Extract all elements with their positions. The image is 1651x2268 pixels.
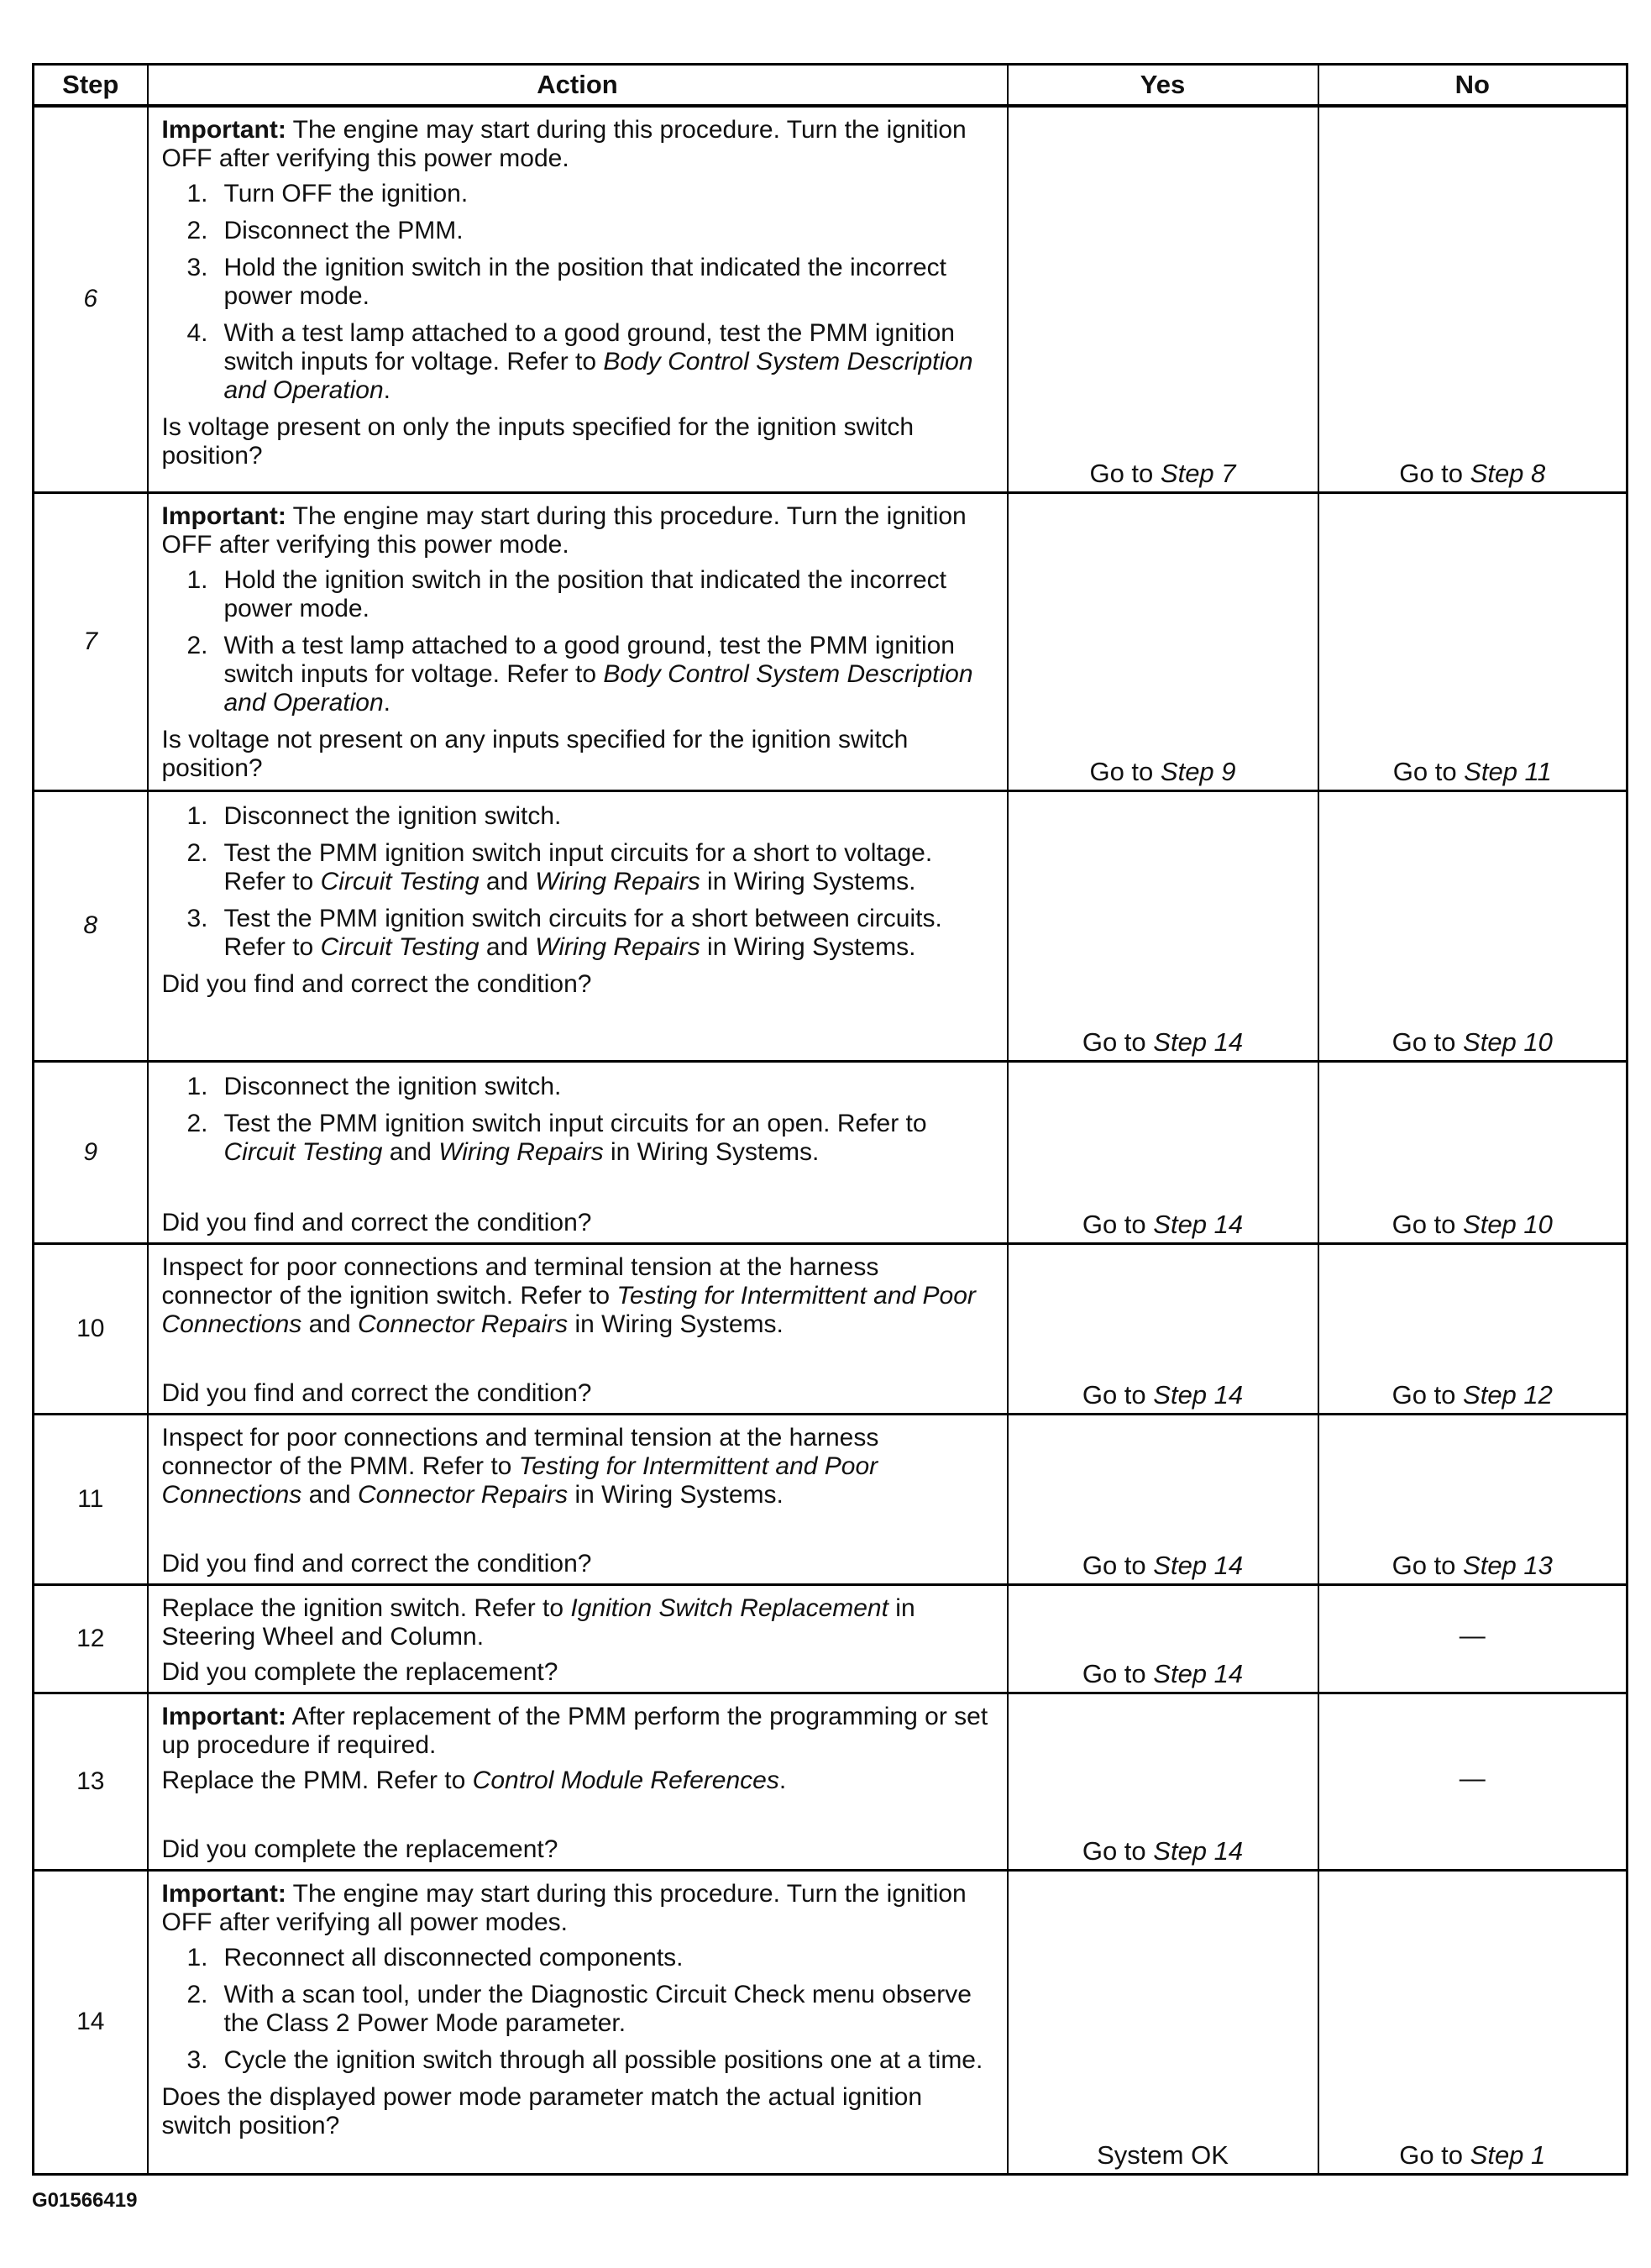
yes-step-link: Step 14: [1153, 1550, 1244, 1580]
yes-text: System OK: [1097, 2139, 1229, 2170]
table-body: [34, 106, 1627, 2174]
reference-link-text: Testing for Intermittent and Poor Connections: [161, 1452, 878, 1509]
important-text: The engine may start during this procedure. Turn the ignition OFF after verifying all power modes.: [161, 1879, 967, 1936]
yes-result: [1009, 1210, 1318, 1239]
no-cell: [1318, 492, 1627, 790]
reference-link-text: Body Control System Description and Operation: [223, 659, 973, 717]
procedure-text: and: [479, 932, 536, 961]
question-text: Did you find and correct the condition?: [161, 1378, 592, 1407]
no-cell: [1318, 790, 1627, 1061]
procedure-item: [162, 1981, 995, 2038]
no-cell: [1318, 1243, 1627, 1414]
procedure-item-number: 1.: [186, 180, 208, 207]
action-text: Replace the PMM. Refer to: [161, 1766, 473, 1794]
action-cell: [148, 1061, 1008, 1243]
procedure-text: and: [479, 867, 536, 895]
no-cell: [1318, 1061, 1627, 1243]
table-row: [34, 1414, 1627, 1584]
procedure-item-number: 1.: [186, 1072, 208, 1100]
important-label: Important:: [161, 116, 286, 144]
procedure-text: Disconnect the PMM.: [223, 217, 464, 244]
table-row: [34, 106, 1627, 492]
procedure-text: Disconnect the ignition switch.: [223, 801, 562, 830]
action-paragraph: [162, 1767, 995, 1795]
reference-link-text: Wiring Repairs: [438, 1137, 604, 1166]
yes-result: [1009, 1837, 1318, 1866]
important-text: The engine may start during this procedure. Turn the ignition OFF after verifying this power mode.: [161, 501, 967, 559]
action-paragraph: [162, 1424, 995, 1509]
action-cell: [148, 1243, 1008, 1414]
yes-prefix: Go to: [1082, 1379, 1154, 1410]
yes-cell: [1008, 1693, 1318, 1870]
yes-prefix: Go to: [1082, 1026, 1154, 1057]
procedure-text: Test the PMM ignition switch circuits for a short between circuits. Refer to: [223, 904, 942, 961]
procedure-item: [162, 254, 995, 311]
procedure-item-number: 2.: [186, 631, 208, 659]
procedure-text: Reconnect all disconnected components.: [223, 1943, 684, 1971]
header-no: No: [1318, 65, 1627, 107]
spacer: [162, 1516, 995, 1550]
yes-prefix: Go to: [1082, 1209, 1154, 1239]
procedure-item-number: 3.: [186, 254, 208, 281]
procedure-list: [162, 802, 995, 962]
yes-cell: [1008, 790, 1318, 1061]
procedure-text: .: [383, 376, 390, 404]
important-label: Important:: [161, 1879, 286, 1908]
yes-cell: [1008, 1061, 1318, 1243]
procedure-item-number: 2.: [186, 838, 208, 867]
table-row: [34, 1243, 1627, 1414]
step-number: 9: [34, 1061, 148, 1243]
procedure-item: [162, 1110, 995, 1167]
no-prefix: Go to: [1392, 1026, 1464, 1057]
table-row: [34, 1693, 1627, 1870]
procedure-text: Cycle the ignition switch through all possible positions one at a time.: [223, 2045, 983, 2074]
no-cell: [1318, 1693, 1627, 1870]
procedure-text: With a test lamp attached to a good ground, test the PMM ignition switch inputs for voltage. Refer to: [223, 319, 955, 375]
procedure-item: [162, 802, 995, 831]
table-row: [34, 1584, 1627, 1693]
no-cell: [1318, 106, 1627, 492]
question-text: Is voltage present on only the inputs specified for the ignition switch position?: [161, 413, 915, 470]
procedure-text: Disconnect the ignition switch.: [223, 1072, 562, 1100]
no-dash: —: [1459, 1620, 1486, 1651]
reference-link-text: Testing for Intermittent and Poor Connections: [161, 1281, 976, 1338]
no-step-link: Step 11: [1464, 756, 1552, 786]
step-number: 7: [34, 492, 148, 790]
procedure-item-number: 1.: [186, 801, 208, 830]
action-text: Replace the ignition switch. Refer to: [161, 1593, 571, 1622]
yes-prefix: Go to: [1082, 1658, 1154, 1688]
important-note: [162, 1703, 995, 1760]
yes-step-link: Step 9: [1160, 756, 1236, 786]
question-text: Did you find and correct the condition?: [161, 1549, 592, 1578]
procedure-text: Test the PMM ignition switch input circuits for an open. Refer to: [223, 1109, 927, 1137]
procedure-item: [162, 839, 995, 896]
action-text: in Steering Wheel and Column.: [161, 1593, 915, 1651]
no-step-link: Step 13: [1463, 1550, 1553, 1580]
no-result: [1319, 2141, 1627, 2170]
diagnostic-table-sheet: [32, 63, 1626, 2176]
procedure-text: Turn OFF the ignition.: [223, 180, 469, 207]
yes-cell: [1008, 1243, 1318, 1414]
important-text: The engine may start during this procedure. Turn the ignition OFF after verifying this power mode.: [161, 116, 967, 172]
no-step-link: Step 12: [1463, 1379, 1553, 1410]
yes-cell: [1008, 106, 1318, 492]
step-number: 6: [34, 106, 148, 492]
step-number: 8: [34, 790, 148, 1061]
important-label: Important:: [161, 1702, 286, 1730]
procedure-text: and: [382, 1137, 439, 1166]
yes-result: [1009, 758, 1318, 786]
no-prefix: Go to: [1392, 1550, 1464, 1580]
procedure-item-number: 1.: [186, 565, 208, 594]
table-header-row: [34, 65, 1627, 107]
action-text: Inspect for poor connections and terminal tension at the harness connector of the ignition switch. Refer to: [161, 1252, 879, 1310]
yes-cell: [1008, 1870, 1318, 2174]
procedure-item-number: 1.: [186, 1943, 208, 1971]
reference-link-text: Control Module References: [472, 1766, 779, 1794]
spacer: [162, 1802, 995, 1835]
no-result: [1319, 1551, 1627, 1580]
yes-step-link: Step 14: [1153, 1026, 1244, 1057]
procedure-item: [162, 905, 995, 962]
no-step-link: Step 8: [1470, 458, 1546, 488]
yes-result: [1009, 1551, 1318, 1580]
question-text: Does the displayed power mode parameter match the actual ignition switch position?: [161, 2082, 923, 2139]
procedure-text: Test the PMM ignition switch input circuits for a short to voltage. Refer to: [223, 838, 933, 895]
yes-prefix: Go to: [1089, 458, 1161, 488]
action-cell: [148, 1414, 1008, 1584]
table-row: [34, 1870, 1627, 2174]
yes-step-link: Step 14: [1153, 1658, 1244, 1688]
yes-result: [1009, 1028, 1318, 1057]
procedure-item: [162, 217, 995, 245]
action-cell: [148, 1693, 1008, 1870]
yes-prefix: Go to: [1089, 756, 1161, 786]
step-number: 10: [34, 1243, 148, 1414]
procedure-text: With a scan tool, under the Diagnostic Circuit Check menu observe the Class 2 Power Mode parameter.: [223, 1980, 972, 2037]
procedure-item-number: 3.: [186, 2045, 208, 2074]
step-number: 12: [34, 1584, 148, 1693]
header-yes: Yes: [1008, 65, 1318, 107]
action-cell: [148, 790, 1008, 1061]
no-cell: [1318, 1414, 1627, 1584]
procedure-item-number: 4.: [186, 319, 208, 347]
reference-link-text: Wiring Repairs: [535, 867, 700, 895]
important-note: [162, 1880, 995, 1937]
important-note: [162, 116, 995, 173]
procedure-list: [162, 566, 995, 717]
action-cell: [148, 106, 1008, 492]
procedure-item: [162, 319, 995, 405]
figure-id: G01566419: [32, 2189, 138, 2212]
procedure-item-number: 3.: [186, 904, 208, 932]
yes-cell: [1008, 1414, 1318, 1584]
no-result: [1319, 459, 1627, 488]
reference-link-text: Wiring Repairs: [535, 932, 700, 961]
yes-result: [1009, 1660, 1318, 1688]
procedure-item-number: 2.: [186, 1109, 208, 1137]
no-prefix: Go to: [1392, 1209, 1464, 1239]
procedure-item: [162, 2046, 995, 2075]
procedure-item: [162, 1944, 995, 1972]
procedure-text: in Wiring Systems.: [603, 1137, 820, 1166]
reference-link-text: Connector Repairs: [358, 1310, 569, 1338]
no-result: [1319, 1210, 1627, 1239]
yes-step-link: Step 14: [1153, 1379, 1244, 1410]
procedure-text: in Wiring Systems.: [700, 867, 916, 895]
table-row: [34, 790, 1627, 1061]
action-paragraph: [162, 1594, 995, 1651]
procedure-list: [162, 1073, 995, 1167]
no-result: [1319, 758, 1627, 786]
table-row: [34, 1061, 1627, 1243]
step-number: 14: [34, 1870, 148, 2174]
procedure-item: [162, 1073, 995, 1101]
no-prefix: Go to: [1392, 1379, 1464, 1410]
procedure-list: [162, 1944, 995, 2075]
action-text: Inspect for poor connections and terminal tension at the harness connector of the PMM. Refer to: [161, 1423, 879, 1480]
yes-step-link: Step 14: [1153, 1835, 1244, 1866]
yes-cell: [1008, 492, 1318, 790]
action-text: and: [301, 1480, 359, 1509]
yes-result: [1009, 459, 1318, 488]
no-dash: —: [1459, 1763, 1486, 1793]
header-action: Action: [148, 65, 1008, 107]
no-cell: [1318, 1584, 1627, 1693]
procedure-item-number: 2.: [186, 217, 208, 244]
yes-result: [1009, 2141, 1318, 2170]
procedure-item: [162, 566, 995, 623]
table-row: [34, 492, 1627, 790]
reference-link-text: Body Control System Description and Operation: [223, 348, 973, 404]
no-step-link: Step 1: [1470, 2139, 1546, 2170]
procedure-text: Hold the ignition switch in the position that indicated the incorrect power mode.: [223, 254, 946, 310]
yes-prefix: Go to: [1082, 1550, 1154, 1580]
no-result: [1319, 1028, 1627, 1057]
question-text: Did you complete the replacement?: [161, 1657, 558, 1686]
reference-link-text: Circuit Testing: [320, 867, 480, 895]
no-prefix: Go to: [1392, 756, 1465, 786]
action-text: in Wiring Systems.: [568, 1480, 784, 1509]
important-note: [162, 502, 995, 559]
yes-result: [1009, 1381, 1318, 1410]
action-paragraph: [162, 1253, 995, 1339]
yes-step-link: Step 14: [1153, 1209, 1244, 1239]
no-prefix: Go to: [1399, 458, 1470, 488]
yes-step-link: Step 7: [1160, 458, 1236, 488]
step-number: 13: [34, 1693, 148, 1870]
action-text: and: [301, 1310, 359, 1338]
procedure-item-number: 2.: [186, 1980, 208, 2008]
action-cell: [148, 492, 1008, 790]
reference-link-text: Ignition Switch Replacement: [570, 1593, 888, 1622]
question-text: Is voltage not present on any inputs specified for the ignition switch position?: [161, 725, 909, 782]
spacer: [162, 1346, 995, 1379]
action-text: .: [778, 1766, 787, 1794]
procedure-item: [162, 632, 995, 717]
question-text: Did you complete the replacement?: [161, 1835, 558, 1863]
action-cell: [148, 1584, 1008, 1693]
procedure-text: With a test lamp attached to a good ground, test the PMM ignition switch inputs for voltage. Refer to: [223, 631, 955, 688]
question-text: Did you find and correct the condition?: [161, 969, 592, 998]
question-text: Did you find and correct the condition?: [161, 1208, 592, 1236]
reference-link-text: Circuit Testing: [320, 932, 480, 961]
procedure-text: .: [383, 688, 390, 717]
header-step: Step: [34, 65, 148, 107]
procedure-list: [162, 180, 995, 405]
procedure-text: in Wiring Systems.: [700, 932, 916, 961]
important-text: After replacement of the PMM perform the programming or set up procedure if required.: [161, 1702, 988, 1759]
reference-link-text: Connector Repairs: [358, 1480, 569, 1509]
no-step-link: Step 10: [1463, 1026, 1553, 1057]
reference-link-text: Circuit Testing: [223, 1137, 383, 1166]
procedure-item: [162, 180, 995, 208]
spacer: [162, 1175, 995, 1209]
no-prefix: Go to: [1399, 2139, 1470, 2170]
important-label: Important:: [161, 501, 286, 530]
yes-prefix: Go to: [1082, 1835, 1154, 1866]
diagnostic-table: [32, 63, 1628, 2176]
action-text: in Wiring Systems.: [568, 1310, 784, 1338]
step-number: 11: [34, 1414, 148, 1584]
no-step-link: Step 10: [1463, 1209, 1553, 1239]
yes-cell: [1008, 1584, 1318, 1693]
no-result: [1319, 1381, 1627, 1410]
action-cell: [148, 1870, 1008, 2174]
procedure-text: Hold the ignition switch in the position that indicated the incorrect power mode.: [223, 565, 946, 622]
no-cell: [1318, 1870, 1627, 2174]
